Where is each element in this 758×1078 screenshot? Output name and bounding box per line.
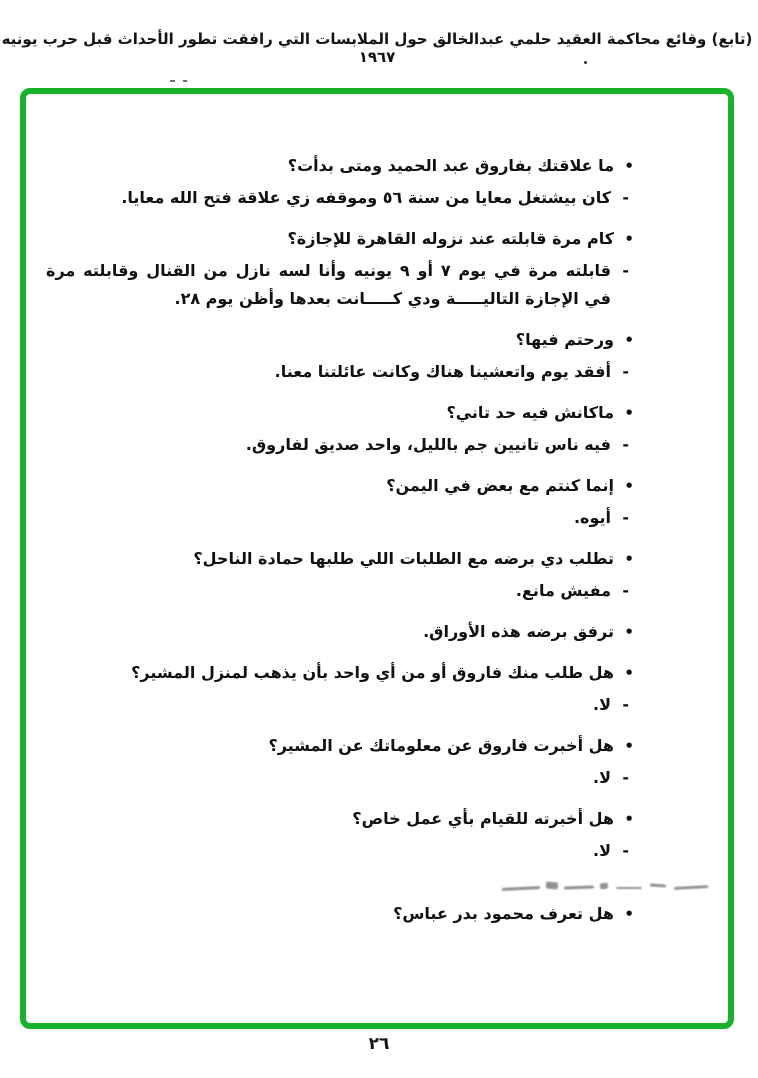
dash-marker: - <box>622 362 629 381</box>
bullet-marker: • <box>624 230 634 248</box>
bullet-marker: • <box>624 404 634 422</box>
bullet-marker: • <box>624 664 634 682</box>
dash-marker: - <box>622 695 629 714</box>
question-text: هل أخبرت فاروق عن معلوماتك عن المشير؟ <box>268 736 614 755</box>
faded-handwriting-artifact <box>498 878 710 894</box>
question-row <box>46 732 634 760</box>
bullet-marker: • <box>624 331 634 349</box>
qa-block <box>46 900 634 928</box>
question-row <box>46 545 634 573</box>
question-text: ما علاقتك بفاروق عبد الحميد ومتى بدأت؟ <box>287 156 614 175</box>
qa-block <box>46 326 634 386</box>
dash-marker: - <box>622 581 629 600</box>
green-content-frame <box>20 88 734 1029</box>
question-row <box>46 805 634 833</box>
scan-speck <box>170 80 175 82</box>
qa-block <box>46 472 634 532</box>
qa-block <box>46 732 634 792</box>
bullet-marker: • <box>624 623 634 641</box>
bullet-marker: • <box>624 157 634 175</box>
answer-row <box>46 257 634 313</box>
answer-text: لا. <box>593 695 611 714</box>
dash-marker: - <box>622 508 629 527</box>
answer-row <box>46 431 634 459</box>
question-row <box>46 472 634 500</box>
answer-row <box>46 358 634 386</box>
answer-text: أيوه. <box>573 508 611 527</box>
question-row <box>46 152 634 180</box>
qa-transcript <box>26 94 728 928</box>
answer-text: أفقد يوم واتعشينا هناك وكانت عائلتنا معنا. <box>274 362 611 381</box>
qa-block <box>46 659 634 719</box>
scan-dot-artifact <box>584 61 587 64</box>
question-text: ماكانش فيه حد تاني؟ <box>446 403 614 422</box>
scan-speck <box>183 80 187 82</box>
dash-marker: - <box>622 261 629 280</box>
dash-marker: - <box>622 435 629 454</box>
question-row <box>46 225 634 253</box>
bullet-marker: • <box>624 550 634 568</box>
question-text: هل تعرف محمود بدر عباس؟ <box>393 904 614 923</box>
answer-row <box>46 764 634 792</box>
answer-text: لا. <box>593 768 611 787</box>
answer-text: مفيش مانع. <box>515 581 611 600</box>
answer-row <box>46 837 634 865</box>
answer-text: كان بيشتغل معايا من سنة ٥٦ وموقفه زي علاقة فتح الله معايا. <box>121 188 611 207</box>
answer-row <box>46 577 634 605</box>
page-number: ٢٦ <box>368 1034 390 1054</box>
question-text: ترفق برضه هذه الأوراق. <box>423 622 614 641</box>
question-row <box>46 326 634 354</box>
answer-text: قابلته مرة في يوم ٧ أو ٩ يونيه وأنا لسه نازل من القنال وقابلته مرة في الإجازة التاليـــــة ودي كـــــانت بعدها وأظن يوم ٢٨. <box>46 261 611 308</box>
bullet-marker: • <box>624 810 634 828</box>
question-text: تطلب دي برضه مع الطلبات اللي طلبها حمادة الناحل؟ <box>193 549 614 568</box>
question-row <box>46 618 634 646</box>
question-text: كام مرة قابلته عند نزوله القاهرة للإجازة؟ <box>287 229 614 248</box>
question-text: هل أخبرته للقيام بأي عمل خاص؟ <box>352 809 614 828</box>
answer-row <box>46 691 634 719</box>
answer-text: فيه ناس تانيين جم بالليل، واحد صديق لفاروق. <box>245 435 611 454</box>
answer-row <box>46 184 634 212</box>
page-header-title: (تابع) وقائع محاكمة العقيد حلمي عبدالخالق حول الملابسات التي رافقت تطور الأحداث قبل حرب يونيه ١٩٦٧ <box>1 30 753 66</box>
question-row <box>46 399 634 427</box>
answer-text: لا. <box>593 841 611 860</box>
qa-block <box>46 545 634 605</box>
question-row <box>46 659 634 687</box>
dash-marker: - <box>622 768 629 787</box>
question-text: هل طلب منك فاروق أو من أي واحد بأن يذهب لمنزل المشير؟ <box>131 663 614 682</box>
qa-block <box>46 618 634 646</box>
dash-marker: - <box>622 841 629 860</box>
qa-block <box>46 805 634 865</box>
bullet-marker: • <box>624 905 634 923</box>
question-text: إنما كنتم مع بعض في اليمن؟ <box>386 476 614 495</box>
question-text: ورحتم فيها؟ <box>515 330 614 349</box>
dash-marker: - <box>622 188 629 207</box>
bullet-marker: • <box>624 737 634 755</box>
qa-block <box>46 399 634 459</box>
qa-block <box>46 152 634 212</box>
bullet-marker: • <box>624 477 634 495</box>
answer-row <box>46 504 634 532</box>
question-row <box>46 900 634 928</box>
qa-block <box>46 225 634 313</box>
